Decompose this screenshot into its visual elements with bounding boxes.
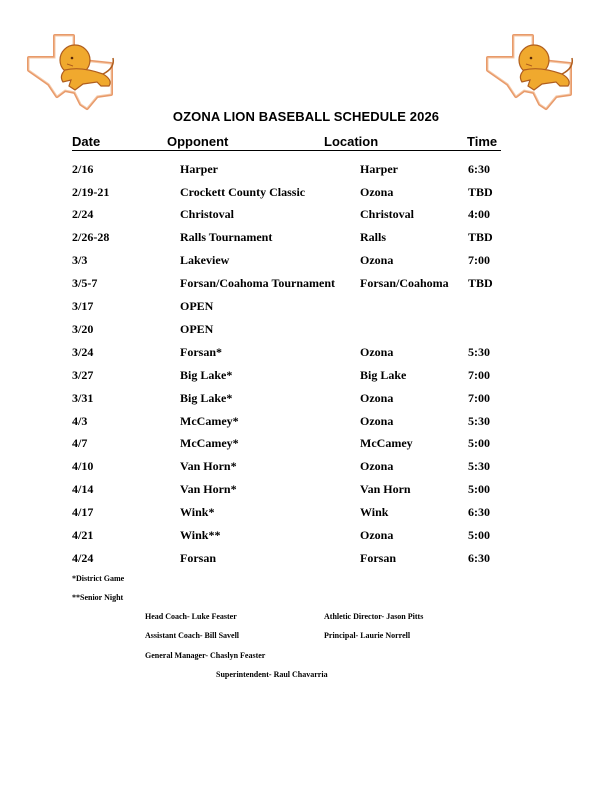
athletic-director: Athletic Director- Jason Pitts (324, 612, 424, 621)
game-location: Wink (360, 505, 389, 519)
table-row (0, 459, 612, 477)
game-date: 3/27 (72, 368, 94, 382)
table-row (0, 482, 612, 500)
game-opponent: Crockett County Classic (180, 185, 306, 199)
game-opponent: Christoval (180, 207, 234, 221)
texas-lion-logo-right (484, 34, 576, 112)
game-time: 6:30 (468, 551, 490, 565)
game-time: 7:00 (468, 391, 490, 405)
game-location: Big Lake (360, 368, 407, 382)
header-underline (72, 150, 501, 151)
game-location: Ozona (360, 459, 394, 473)
game-time: 5:00 (468, 436, 490, 450)
table-row (0, 551, 612, 569)
game-time: 7:00 (468, 253, 490, 267)
game-date: 2/16 (72, 162, 94, 176)
game-date: 3/3 (72, 253, 88, 267)
game-opponent: Forsan/Coahoma Tournament (180, 276, 336, 290)
table-row (0, 368, 612, 386)
game-time: 5:30 (468, 345, 490, 359)
table-row (0, 230, 612, 248)
game-opponent: Ralls Tournament (180, 230, 273, 244)
table-row (0, 391, 612, 409)
game-date: 2/24 (72, 207, 94, 221)
game-time: TBD (468, 276, 493, 290)
game-date: 4/17 (72, 505, 94, 519)
table-row (0, 253, 612, 271)
game-location: Ozona (360, 528, 394, 542)
game-time: 5:30 (468, 414, 490, 428)
game-location: Ralls (360, 230, 387, 244)
game-time: 5:00 (468, 482, 490, 496)
game-location: Forsan (360, 551, 396, 565)
district-game-note: *District Game (72, 574, 125, 583)
game-time: TBD (468, 230, 493, 244)
game-location: Harper (360, 162, 398, 176)
game-date: 2/19-21 (72, 185, 110, 199)
table-row (0, 528, 612, 546)
header-date: Date (72, 134, 101, 149)
game-opponent: McCamey* (180, 414, 239, 428)
texas-lion-logo-left (25, 34, 117, 112)
game-opponent: Van Horn* (180, 459, 237, 473)
table-row (0, 345, 612, 363)
header-time: Time (467, 134, 498, 149)
game-time: 5:00 (468, 528, 490, 542)
game-opponent: McCamey* (180, 436, 239, 450)
game-opponent: OPEN (180, 299, 214, 313)
game-date: 3/20 (72, 322, 94, 336)
header-location: Location (324, 134, 379, 149)
game-date: 2/26-28 (72, 230, 110, 244)
game-date: 4/10 (72, 459, 94, 473)
game-opponent: Wink* (180, 505, 215, 519)
game-location: McCamey (360, 436, 413, 450)
table-row (0, 207, 612, 225)
table-row (0, 299, 612, 317)
game-opponent: OPEN (180, 322, 214, 336)
principal: Principal- Laurie Norrell (324, 631, 411, 640)
game-location: Ozona (360, 185, 394, 199)
game-date: 3/31 (72, 391, 94, 405)
game-opponent: Lakeview (180, 253, 230, 267)
table-row (0, 322, 612, 340)
game-opponent: Wink** (180, 528, 221, 542)
page-title: OZONA LION BASEBALL SCHEDULE 2026 (172, 109, 440, 124)
superintendent: Superintendent- Raul Chavarria (216, 670, 328, 679)
table-row (0, 414, 612, 432)
game-time: TBD (468, 185, 493, 199)
game-date: 4/14 (72, 482, 94, 496)
table-row (0, 276, 612, 294)
game-location: Forsan/Coahoma (360, 276, 449, 290)
table-row (0, 505, 612, 523)
table-row (0, 162, 612, 180)
game-date: 4/7 (72, 436, 88, 450)
game-date: 4/3 (72, 414, 88, 428)
game-location: Van Horn (360, 482, 411, 496)
game-time: 6:30 (468, 505, 490, 519)
game-opponent: Forsan* (180, 345, 222, 359)
table-row (0, 185, 612, 203)
game-time: 6:30 (468, 162, 490, 176)
game-time: 4:00 (468, 207, 490, 221)
head-coach: Head Coach- Luke Feaster (145, 612, 237, 621)
game-opponent: Big Lake* (180, 391, 233, 405)
game-date: 4/24 (72, 551, 94, 565)
header-opponent: Opponent (167, 134, 229, 149)
game-location: Christoval (360, 207, 414, 221)
game-date: 4/21 (72, 528, 94, 542)
game-date: 3/24 (72, 345, 94, 359)
game-location: Ozona (360, 391, 394, 405)
game-opponent: Van Horn* (180, 482, 237, 496)
game-opponent: Harper (180, 162, 218, 176)
table-row (0, 436, 612, 454)
game-location: Ozona (360, 253, 394, 267)
game-location: Ozona (360, 414, 394, 428)
game-opponent: Forsan (180, 551, 216, 565)
general-manager: General Manager- Chaslyn Feaster (145, 651, 266, 660)
game-date: 3/5-7 (72, 276, 98, 290)
senior-night-note: **Senior Night (72, 593, 124, 602)
game-opponent: Big Lake* (180, 368, 233, 382)
game-date: 3/17 (72, 299, 94, 313)
game-time: 5:30 (468, 459, 490, 473)
game-location: Ozona (360, 345, 394, 359)
game-time: 7:00 (468, 368, 490, 382)
assistant-coach: Assistant Coach- Bill Savell (145, 631, 240, 640)
